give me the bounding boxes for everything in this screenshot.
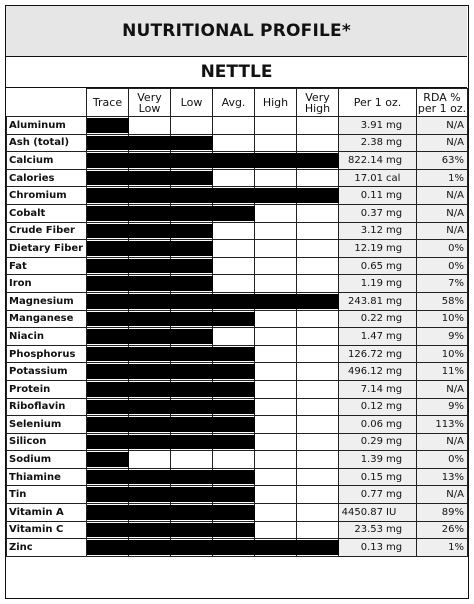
level-cell <box>87 275 129 293</box>
header-level-very-high: Very High <box>297 89 339 117</box>
level-cell <box>297 222 339 240</box>
level-bar <box>87 364 255 379</box>
table-row <box>7 504 468 522</box>
herb-name: NETTLE <box>6 56 467 88</box>
level-bar <box>87 382 255 397</box>
amount-cell <box>339 152 417 170</box>
level-cell <box>297 328 339 346</box>
level-bar <box>87 417 255 432</box>
level-bar <box>87 118 129 133</box>
amount-value: 7.14 <box>360 383 383 395</box>
rda-value: N/A <box>417 204 468 222</box>
level-cell <box>87 310 129 328</box>
amount-cell <box>339 187 417 205</box>
nutrient-name: Calcium <box>7 152 87 170</box>
amount-value: 0.65 <box>360 260 383 272</box>
level-cell <box>255 433 297 451</box>
level-cell <box>297 117 339 135</box>
level-bar <box>87 312 255 327</box>
level-cell <box>255 416 297 434</box>
level-bar <box>87 224 213 239</box>
level-cell <box>255 222 297 240</box>
level-cell <box>213 240 255 258</box>
amount-value: 0.15 <box>360 471 383 483</box>
level-cell <box>171 451 213 469</box>
amount-cell <box>339 345 417 363</box>
rda-value: 11% <box>417 363 468 381</box>
rda-value: 9% <box>417 398 468 416</box>
level-bar <box>87 523 255 538</box>
level-cell <box>87 451 129 469</box>
level-bar <box>87 435 255 450</box>
nutrient-name: Ash (total) <box>7 134 87 152</box>
level-cell <box>255 134 297 152</box>
level-cell <box>255 486 297 504</box>
nutrition-table <box>6 88 468 557</box>
header-level-high: High <box>255 89 297 117</box>
table-row <box>7 398 468 416</box>
table-row <box>7 380 468 398</box>
rda-value: 0% <box>417 240 468 258</box>
amount-unit: mg <box>386 524 403 536</box>
nutrient-name: Chromium <box>7 187 87 205</box>
nutrient-name: Potassium <box>7 363 87 381</box>
level-bar <box>87 188 339 203</box>
amount-value: 243.81 <box>348 295 383 307</box>
rda-value: N/A <box>417 134 468 152</box>
level-cell <box>213 117 255 135</box>
level-cell <box>255 504 297 522</box>
amount-unit: mg <box>386 348 403 360</box>
level-bar <box>87 276 213 291</box>
amount-cell <box>339 380 417 398</box>
amount-unit: mg <box>386 278 403 290</box>
level-cell <box>297 345 339 363</box>
amount-unit: mg <box>386 190 403 202</box>
amount-cell <box>339 275 417 293</box>
amount-cell <box>339 468 417 486</box>
level-cell <box>87 345 129 363</box>
amount-cell <box>339 539 417 557</box>
level-cell <box>255 345 297 363</box>
nutrient-name: Sodium <box>7 451 87 469</box>
table-row <box>7 416 468 434</box>
level-cell <box>255 451 297 469</box>
amount-unit: mg <box>386 207 403 219</box>
level-cell <box>297 204 339 222</box>
amount-cell <box>339 257 417 275</box>
amount-cell <box>339 328 417 346</box>
amount-value: 496.12 <box>348 366 383 378</box>
level-bar <box>87 470 255 485</box>
table-row <box>7 433 468 451</box>
header-nutrient <box>7 89 87 117</box>
amount-value: 2.38 <box>360 137 383 149</box>
rda-value: 1% <box>417 169 468 187</box>
table-row <box>7 451 468 469</box>
level-bar <box>87 347 255 362</box>
level-bar <box>87 136 213 151</box>
level-cell <box>87 416 129 434</box>
level-cell <box>297 521 339 539</box>
amount-value: 1.19 <box>360 278 383 290</box>
level-bar <box>87 241 213 256</box>
rda-value: 10% <box>417 345 468 363</box>
level-cell <box>87 433 129 451</box>
level-bar <box>87 487 255 502</box>
amount-cell <box>339 363 417 381</box>
table-row <box>7 152 468 170</box>
nutrient-name: Fat <box>7 257 87 275</box>
amount-cell <box>339 169 417 187</box>
level-bar <box>87 505 255 520</box>
nutrient-name: Magnesium <box>7 292 87 310</box>
amount-unit: mg <box>386 366 403 378</box>
amount-unit: mg <box>386 454 403 466</box>
amount-cell <box>339 504 417 522</box>
level-cell <box>255 521 297 539</box>
level-cell <box>255 240 297 258</box>
level-cell <box>213 451 255 469</box>
table-row <box>7 257 468 275</box>
rda-value: 58% <box>417 292 468 310</box>
amount-unit: mg <box>386 401 403 413</box>
amount-cell <box>339 310 417 328</box>
nutrition-sheet <box>5 5 469 599</box>
level-cell <box>213 222 255 240</box>
level-cell <box>87 134 129 152</box>
amount-value: 822.14 <box>348 154 383 166</box>
level-cell <box>87 152 129 170</box>
table-row <box>7 222 468 240</box>
amount-unit: mg <box>386 418 403 430</box>
level-cell <box>255 380 297 398</box>
level-cell <box>297 134 339 152</box>
amount-value: 1.39 <box>360 454 383 466</box>
level-cell <box>255 117 297 135</box>
rda-value: N/A <box>417 222 468 240</box>
nutrient-name: Cobalt <box>7 204 87 222</box>
rda-value: N/A <box>417 486 468 504</box>
amount-value: 0.13 <box>360 542 383 554</box>
table-row <box>7 169 468 187</box>
nutrient-name: Protein <box>7 380 87 398</box>
rda-value: 7% <box>417 275 468 293</box>
nutrient-name: Selenium <box>7 416 87 434</box>
level-cell <box>171 117 213 135</box>
level-cell <box>255 204 297 222</box>
amount-cell <box>339 204 417 222</box>
level-cell <box>87 240 129 258</box>
amount-value: 0.11 <box>360 190 383 202</box>
amount-cell <box>339 486 417 504</box>
header-rda: RDA % per 1 oz. <box>417 90 467 115</box>
page-title: NUTRITIONAL PROFILE* <box>6 6 467 57</box>
nutrient-name: Zinc <box>7 539 87 557</box>
nutrient-name: Manganese <box>7 310 87 328</box>
rda-value: 0% <box>417 451 468 469</box>
level-bar <box>87 294 339 309</box>
level-cell <box>87 504 129 522</box>
amount-value: 0.37 <box>360 207 383 219</box>
level-cell <box>255 468 297 486</box>
level-cell <box>213 275 255 293</box>
level-cell <box>87 398 129 416</box>
nutrient-name: Vitamin A <box>7 504 87 522</box>
amount-unit: mg <box>386 383 403 395</box>
amount-unit: mg <box>386 295 403 307</box>
level-cell <box>297 433 339 451</box>
amount-unit: mg <box>386 242 403 254</box>
header-per-oz: Per 1 oz. <box>339 89 417 117</box>
rda-value: 113% <box>417 416 468 434</box>
amount-unit: mg <box>386 137 403 149</box>
rda-value: N/A <box>417 380 468 398</box>
nutrient-name: Vitamin C <box>7 521 87 539</box>
amount-value: 23.53 <box>354 524 383 536</box>
nutrient-name: Niacin <box>7 328 87 346</box>
level-bar <box>87 540 339 555</box>
level-cell <box>87 486 129 504</box>
table-row <box>7 275 468 293</box>
level-cell <box>297 275 339 293</box>
table-row <box>7 134 468 152</box>
amount-value: 0.22 <box>360 313 383 325</box>
level-cell <box>87 539 129 557</box>
amount-value: 3.91 <box>360 119 383 131</box>
level-cell <box>129 117 171 135</box>
table-row <box>7 117 468 135</box>
level-cell <box>297 504 339 522</box>
level-cell <box>255 257 297 275</box>
level-cell <box>87 363 129 381</box>
level-cell <box>87 257 129 275</box>
level-cell <box>213 257 255 275</box>
nutrient-name: Phosphorus <box>7 345 87 363</box>
nutrient-name: Calories <box>7 169 87 187</box>
amount-unit: mg <box>386 313 403 325</box>
table-row <box>7 539 468 557</box>
amount-cell <box>339 398 417 416</box>
level-cell <box>297 257 339 275</box>
level-cell <box>87 292 129 310</box>
header-level-trace: Trace <box>87 89 129 117</box>
level-cell <box>87 521 129 539</box>
level-bar <box>87 452 129 467</box>
level-cell <box>87 187 129 205</box>
level-cell <box>87 328 129 346</box>
amount-value: 0.77 <box>360 489 383 501</box>
amount-cell <box>339 521 417 539</box>
amount-value: 3.12 <box>360 225 383 237</box>
rda-value: 26% <box>417 521 468 539</box>
level-cell <box>87 468 129 486</box>
amount-unit: mg <box>386 225 403 237</box>
amount-cell <box>339 292 417 310</box>
amount-unit: mg <box>386 542 403 554</box>
level-cell <box>297 380 339 398</box>
amount-value: 17.01 <box>354 172 383 184</box>
rda-value: 13% <box>417 468 468 486</box>
level-cell <box>255 398 297 416</box>
table-row <box>7 328 468 346</box>
table-row <box>7 187 468 205</box>
level-cell <box>87 169 129 187</box>
level-cell <box>297 416 339 434</box>
nutrient-name: Riboflavin <box>7 398 87 416</box>
rda-value: 89% <box>417 504 468 522</box>
level-cell <box>87 222 129 240</box>
amount-unit: cal <box>386 172 401 184</box>
table-row <box>7 486 468 504</box>
header-level-low: Low <box>171 89 213 117</box>
amount-unit: mg <box>386 471 403 483</box>
level-cell <box>87 117 129 135</box>
amount-unit: mg <box>386 436 403 448</box>
level-cell <box>213 134 255 152</box>
amount-cell <box>339 451 417 469</box>
nutrient-name: Thiamine <box>7 468 87 486</box>
rda-value: 1% <box>417 539 468 557</box>
level-cell <box>297 169 339 187</box>
table-row <box>7 310 468 328</box>
level-cell <box>297 310 339 328</box>
amount-cell <box>339 134 417 152</box>
nutrient-name: Aluminum <box>7 117 87 135</box>
nutrient-name: Iron <box>7 275 87 293</box>
amount-value: 12.19 <box>354 242 383 254</box>
level-bar <box>87 153 339 168</box>
amount-unit: IU <box>386 506 397 518</box>
nutrient-name: Silicon <box>7 433 87 451</box>
amount-cell <box>339 416 417 434</box>
level-cell <box>255 363 297 381</box>
level-cell <box>297 468 339 486</box>
table-row <box>7 345 468 363</box>
level-cell <box>297 398 339 416</box>
table-row <box>7 363 468 381</box>
header-level-avg: Avg. <box>213 89 255 117</box>
level-cell <box>213 169 255 187</box>
level-bar <box>87 171 213 186</box>
amount-unit: mg <box>386 119 403 131</box>
level-bar <box>87 206 255 221</box>
level-bar <box>87 400 255 415</box>
level-bar <box>87 329 213 344</box>
amount-cell <box>339 240 417 258</box>
amount-unit: mg <box>386 489 403 501</box>
amount-value: 0.29 <box>360 436 383 448</box>
amount-value: 0.12 <box>360 401 383 413</box>
amount-cell <box>339 433 417 451</box>
amount-unit: mg <box>386 154 403 166</box>
level-bar <box>87 259 213 274</box>
level-cell <box>255 310 297 328</box>
amount-unit: mg <box>386 330 403 342</box>
header-level-very-low: Very Low <box>129 89 171 117</box>
level-cell <box>297 486 339 504</box>
amount-value: 126.72 <box>348 348 383 360</box>
amount-unit: mg <box>386 260 403 272</box>
rda-value: N/A <box>417 187 468 205</box>
amount-value: 1.47 <box>360 330 383 342</box>
level-cell <box>129 451 171 469</box>
rda-value: N/A <box>417 117 468 135</box>
level-cell <box>297 451 339 469</box>
table-row <box>7 468 468 486</box>
nutrient-name: Tin <box>7 486 87 504</box>
level-cell <box>297 240 339 258</box>
table-row <box>7 292 468 310</box>
table-row <box>7 240 468 258</box>
level-cell <box>255 169 297 187</box>
nutrient-name: Dietary Fiber <box>7 240 87 258</box>
rda-value: 10% <box>417 310 468 328</box>
rda-value: 0% <box>417 257 468 275</box>
rda-value: N/A <box>417 433 468 451</box>
level-cell <box>255 328 297 346</box>
level-cell <box>87 380 129 398</box>
table-row <box>7 521 468 539</box>
level-cell <box>213 328 255 346</box>
table-row <box>7 204 468 222</box>
amount-value: 0.06 <box>360 418 383 430</box>
level-cell <box>297 363 339 381</box>
amount-value: 4450.87 <box>341 506 383 518</box>
level-cell <box>87 204 129 222</box>
amount-cell <box>339 222 417 240</box>
amount-cell <box>339 117 417 135</box>
rda-value: 9% <box>417 328 468 346</box>
table-header-row <box>7 89 468 117</box>
nutrient-name: Crude Fiber <box>7 222 87 240</box>
rda-value: 63% <box>417 152 468 170</box>
level-cell <box>255 275 297 293</box>
